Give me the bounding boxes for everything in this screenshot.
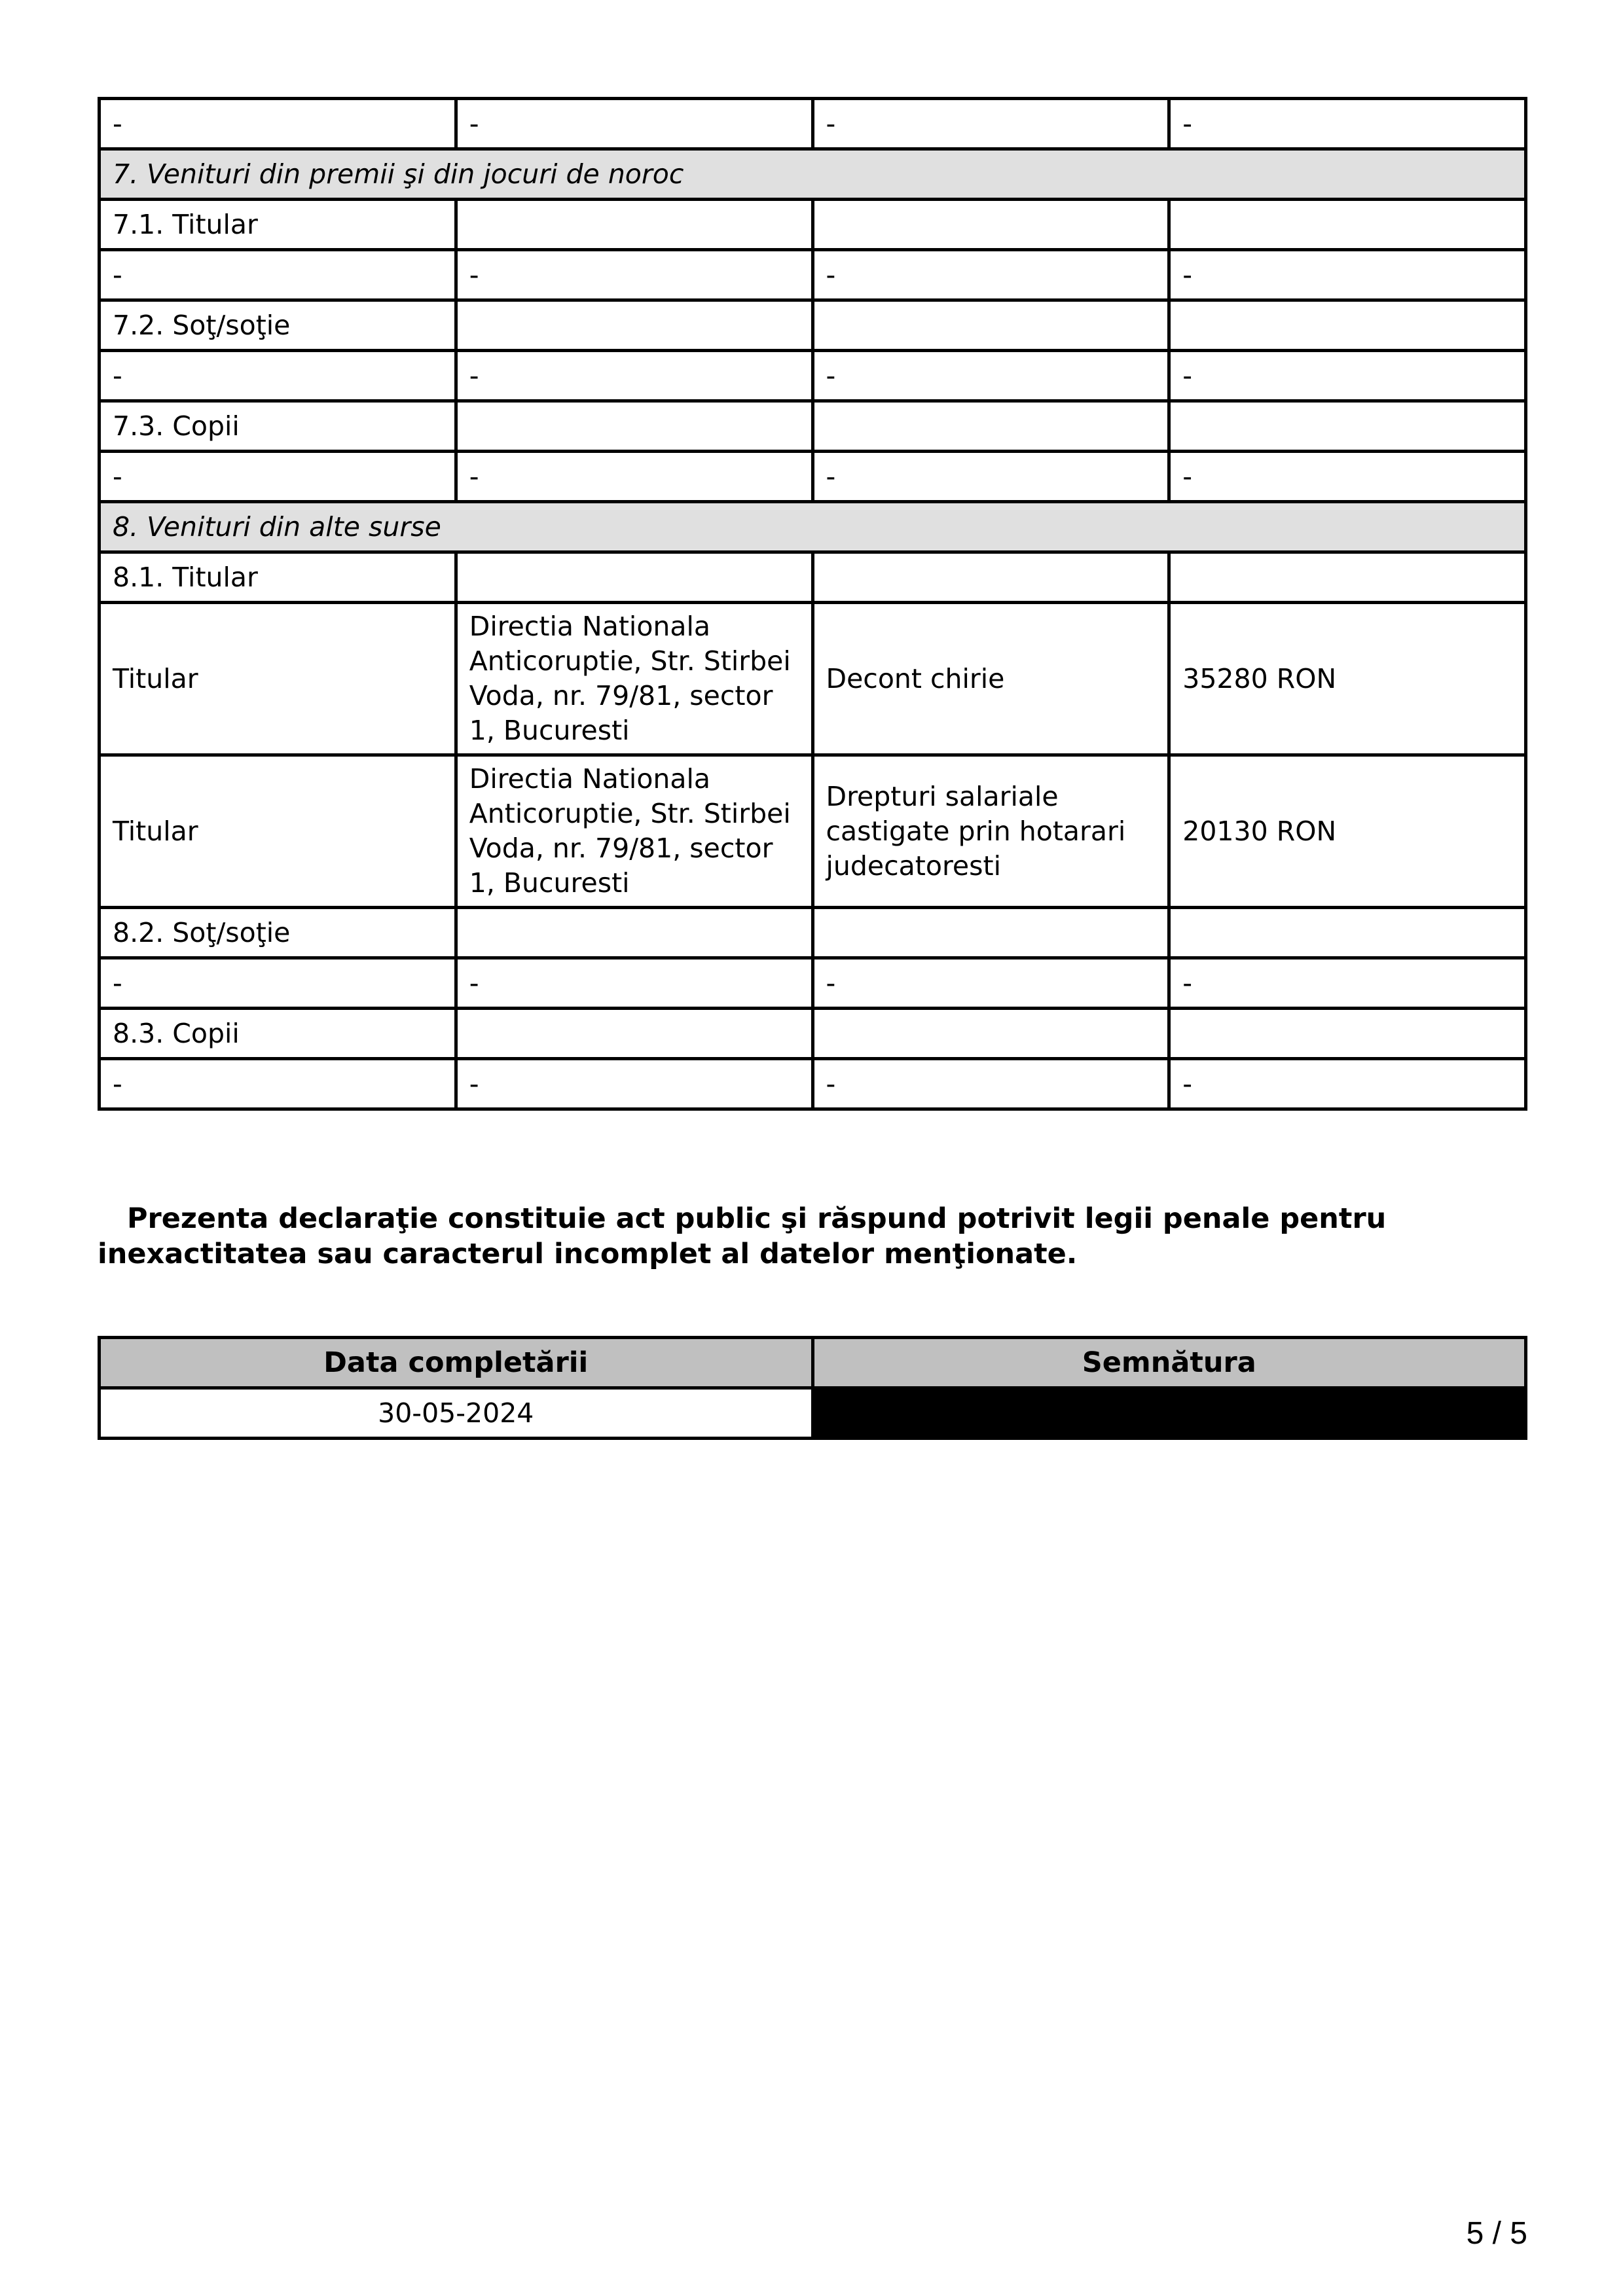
- table-cell: [812, 1009, 1169, 1059]
- table-cell: -: [1169, 1059, 1526, 1109]
- section-header: 7. Venituri din premii şi din jocuri de noroc: [100, 149, 1526, 200]
- table-cell: 8.1. Titular: [100, 552, 456, 603]
- table-cell: Drepturi salariale castigate prin hotarari judecatoresti: [812, 755, 1169, 908]
- table-cell: [1169, 908, 1526, 958]
- table-cell: -: [100, 1059, 456, 1109]
- table-cell: -: [812, 250, 1169, 300]
- table-cell: [456, 401, 812, 452]
- table-cell: Directia Nationala Anticoruptie, Str. Stirbei Voda, nr. 79/81, sector 1, Bucuresti: [456, 755, 812, 908]
- table-cell: [812, 401, 1169, 452]
- table-cell: [812, 552, 1169, 603]
- signature-header-row: [100, 1338, 1526, 1388]
- table-cell: -: [100, 250, 456, 300]
- table-cell: 7.1. Titular: [100, 200, 456, 250]
- page-number: 5 / 5: [1466, 2216, 1527, 2251]
- table-cell: [1169, 200, 1526, 250]
- table-cell: -: [1169, 958, 1526, 1009]
- table-cell: -: [1169, 99, 1526, 149]
- table-row: [100, 603, 1526, 755]
- date-header: Data completării: [100, 1338, 813, 1388]
- table-cell: Titular: [100, 755, 456, 908]
- table-row: [100, 1009, 1526, 1059]
- table-cell: [1169, 300, 1526, 351]
- table-cell: 8.3. Copii: [100, 1009, 456, 1059]
- table-cell: [812, 908, 1169, 958]
- table-cell: Decont chirie: [812, 603, 1169, 755]
- table-cell: 7.3. Copii: [100, 401, 456, 452]
- table-cell: -: [812, 1059, 1169, 1109]
- table-cell: [1169, 1009, 1526, 1059]
- signature-table: [98, 1336, 1527, 1440]
- table-row: [100, 250, 1526, 300]
- completion-date: 30-05-2024: [100, 1388, 813, 1439]
- table-cell: -: [812, 958, 1169, 1009]
- table-cell: -: [456, 351, 812, 401]
- table-cell: -: [812, 351, 1169, 401]
- table-cell: -: [1169, 250, 1526, 300]
- table-cell: [812, 300, 1169, 351]
- table-cell: [456, 908, 812, 958]
- table-cell: [456, 200, 812, 250]
- table-cell: [456, 300, 812, 351]
- table-cell: [1169, 552, 1526, 603]
- table-cell: [456, 552, 812, 603]
- table-row: [100, 452, 1526, 502]
- table-row: [100, 351, 1526, 401]
- table-cell: -: [812, 99, 1169, 149]
- table-cell: -: [1169, 452, 1526, 502]
- table-row: [100, 908, 1526, 958]
- table-cell: -: [812, 452, 1169, 502]
- table-row: [100, 99, 1526, 149]
- table-cell: -: [100, 99, 456, 149]
- table-row: [100, 1059, 1526, 1109]
- income-table: [98, 97, 1527, 1111]
- table-cell: 20130 RON: [1169, 755, 1526, 908]
- table-cell: -: [456, 99, 812, 149]
- table-cell: 7.2. Soţ/soţie: [100, 300, 456, 351]
- table-row: [100, 300, 1526, 351]
- table-cell: -: [100, 351, 456, 401]
- table-cell: [1169, 401, 1526, 452]
- table-cell: -: [1169, 351, 1526, 401]
- table-row: [100, 755, 1526, 908]
- table-cell: [812, 200, 1169, 250]
- table-cell: [456, 1009, 812, 1059]
- table-cell: -: [100, 452, 456, 502]
- table-row: [100, 552, 1526, 603]
- signature-redacted: [812, 1388, 1526, 1439]
- table-cell: -: [456, 250, 812, 300]
- table-cell: 8.2. Soţ/soţie: [100, 908, 456, 958]
- signature-value-row: [100, 1388, 1526, 1439]
- section-header: 8. Venituri din alte surse: [100, 502, 1526, 552]
- income-table-body: [100, 99, 1526, 1109]
- table-cell: -: [456, 1059, 812, 1109]
- table-row: [100, 401, 1526, 452]
- table-cell: 35280 RON: [1169, 603, 1526, 755]
- table-row: [100, 958, 1526, 1009]
- section-header-row: [100, 149, 1526, 200]
- table-cell: -: [456, 452, 812, 502]
- table-cell: -: [456, 958, 812, 1009]
- table-row: [100, 200, 1526, 250]
- table-cell: Titular: [100, 603, 456, 755]
- declaration-statement: Prezenta declaraţie constituie act public şi răspund potrivit legii penale pentru inexactitatea sau caracterul incomplet al datelor menţionate.: [98, 1202, 1387, 1270]
- signature-header: Semnătura: [812, 1338, 1526, 1388]
- table-cell: -: [100, 958, 456, 1009]
- table-cell: Directia Nationala Anticoruptie, Str. Stirbei Voda, nr. 79/81, sector 1, Bucuresti: [456, 603, 812, 755]
- section-header-row: [100, 502, 1526, 552]
